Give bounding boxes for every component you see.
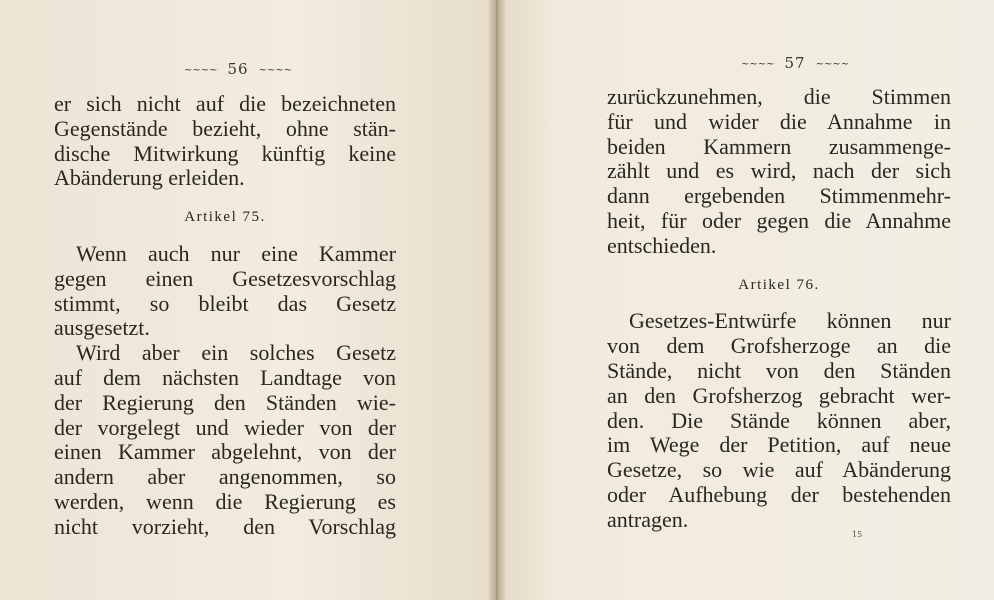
- text-line: er sich nicht auf die bezeichneten: [54, 91, 396, 116]
- left-ornament-after: ~~~~: [258, 64, 293, 76]
- left-page-text: [54, 92, 396, 540]
- text-line: nicht vorzieht, den Vorschlag: [54, 513, 396, 539]
- text-line: einen Kammer abgelehnt, von der: [54, 439, 396, 465]
- text-line: andern aber angenommen, so: [54, 464, 396, 490]
- left-ornament-before: ~~~~: [184, 64, 218, 76]
- text-line: heit, für oder gegen die Annahme: [607, 207, 951, 233]
- right-ornament-before: ~~~~: [741, 58, 775, 70]
- text-line: Wenn auch nur eine Kammer: [76, 240, 396, 266]
- text-line: ausgesetzt.: [54, 315, 150, 341]
- text-line: Wird aber ein solches Gesetz: [76, 340, 396, 366]
- left-page-number: 56: [227, 60, 249, 78]
- text-line: der vorgelegt und wieder von der: [54, 414, 396, 440]
- text-line: Stände, nicht von den Ständen: [607, 357, 951, 383]
- text-line: zurückzunehmen, die Stimmen: [607, 84, 951, 109]
- text-line: gegen einen Gesetzesvorschlag: [54, 265, 396, 291]
- text-line: von dem Grofsherzoge an die: [607, 333, 951, 359]
- text-line: beiden Kammern zusammenge-: [607, 133, 951, 159]
- text-line: den. Die Stände können aber,: [607, 407, 951, 433]
- text-line: auf dem nächsten Landtage von: [54, 364, 396, 390]
- text-line: für und wider die Annahme in: [607, 108, 951, 134]
- text-line: Gesetzes-Entwürfe können nur: [629, 308, 951, 334]
- text-line: dische Mitwirkung künftig keine: [54, 140, 396, 166]
- text-line: werden, wenn die Regierung es: [54, 488, 396, 514]
- right-page-number-row: [731, 54, 859, 72]
- text-line: entschieden.: [607, 232, 717, 258]
- text-line: oder Aufhebung der bestehenden: [607, 481, 951, 507]
- article-heading: Artikel 76.: [738, 276, 820, 293]
- text-line: antragen.: [607, 506, 689, 532]
- right-page: [497, 0, 994, 600]
- text-line: dann ergebenden Stimmenmehr-: [607, 183, 951, 209]
- text-line: stimmt, so bleibt das Gesetz: [54, 290, 396, 316]
- text-line: Gegenstände bezieht, ohne stän-: [54, 115, 396, 141]
- text-line: Gesetze, so wie auf Abänderung: [607, 457, 951, 483]
- corner-mark: 15: [852, 530, 863, 539]
- article-heading: Artikel 75.: [184, 209, 266, 226]
- text-line: an den Grofsherzog gebracht wer-: [607, 382, 951, 408]
- right-page-text: [607, 85, 951, 533]
- right-ornament-after: ~~~~: [815, 58, 850, 70]
- right-page-number: 57: [784, 54, 806, 72]
- text-line: Abänderung erleiden.: [54, 165, 245, 191]
- text-line: der Regierung den Ständen wie-: [54, 389, 396, 415]
- book-gutter: [489, 0, 505, 600]
- text-line: im Wege der Petition, auf neue: [607, 432, 951, 458]
- left-page-number-row: [174, 60, 302, 78]
- text-line: zählt und es wird, nach der sich: [607, 158, 951, 184]
